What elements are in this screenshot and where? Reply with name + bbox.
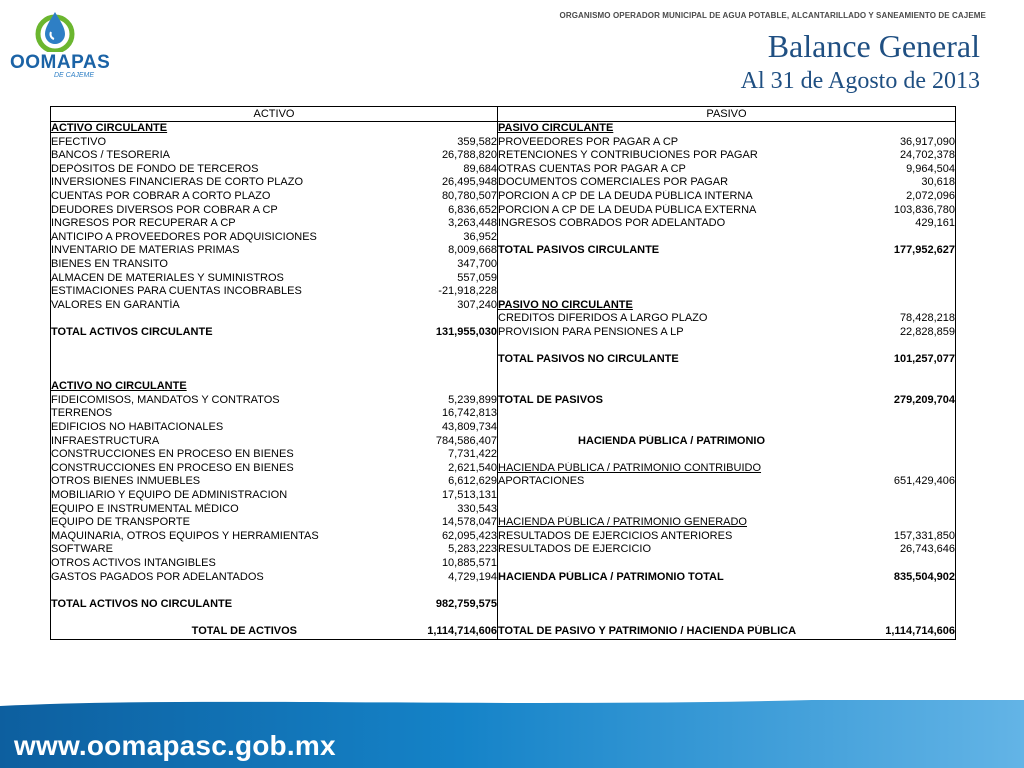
account-amount: 36,952 <box>463 230 497 243</box>
account-amount: -21,918,228 <box>438 285 497 298</box>
account-label: ALMACEN DE MATERIALES Y SUMINISTROS <box>51 271 284 284</box>
table-row <box>498 231 955 245</box>
footer-wave-decoration <box>0 700 1024 718</box>
account-label: EFECTIVO <box>51 135 107 148</box>
table-row <box>498 353 955 367</box>
account-label: INVERSIONES FINANCIERAS DE CORTO PLAZO <box>51 176 304 189</box>
account-label: CONSTRUCCIONES EN PROCESO EN BIENES <box>51 448 294 461</box>
account-amount: 10,885,571 <box>441 557 497 569</box>
account-label <box>498 421 845 435</box>
table-row <box>51 272 497 286</box>
table-row <box>498 421 955 435</box>
account-amount: 26,788,820 <box>441 149 497 162</box>
account-label <box>498 380 845 394</box>
account-label: SOFTWARE <box>51 543 113 556</box>
account-amount <box>845 285 955 299</box>
account-label: BANCOS / TESORERIA <box>51 149 170 162</box>
table-row <box>498 149 955 163</box>
account-label <box>51 353 407 367</box>
account-amount: 6,836,652 <box>448 203 497 216</box>
table-row <box>498 312 955 326</box>
account-amount <box>845 231 955 245</box>
logo-subtext: DE CAJEME <box>54 72 95 79</box>
account-amount: 131,955,030 <box>435 325 497 338</box>
table-row <box>498 244 955 258</box>
table-row <box>51 190 497 204</box>
account-label: TOTAL DE ACTIVOS <box>191 624 297 637</box>
account-amount: 359,582 <box>457 135 497 148</box>
table-row <box>498 611 955 638</box>
account-label: TERRENOS <box>51 407 113 420</box>
table-row <box>51 571 497 585</box>
account-label: ESTIMACIONES PARA CUENTAS INCOBRABLES <box>51 285 302 298</box>
table-row <box>51 448 497 462</box>
account-label: INVENTARIO DE MATERIAS PRIMAS <box>51 244 240 257</box>
account-amount: 103,836,780 <box>893 203 955 216</box>
account-label: PORCION A CP DE LA DEUDA PÚBLICA INTERNA <box>498 189 753 202</box>
logo-wordmark: OOMAPAS <box>10 52 111 73</box>
table-row <box>51 258 497 272</box>
account-label <box>498 598 845 612</box>
table-row <box>51 217 497 231</box>
oomapas-logo <box>10 8 111 79</box>
account-label: TOTAL DE PASIVOS <box>498 393 603 406</box>
header-pasivo: PASIVO <box>706 108 747 120</box>
account-amount <box>845 516 955 530</box>
table-row <box>51 176 497 190</box>
account-amount: 26,743,646 <box>899 543 955 556</box>
table-row <box>498 326 955 340</box>
table-row <box>51 149 497 163</box>
account-amount: 651,429,406 <box>893 475 955 488</box>
account-label: FIDEICOMISOS, MANDATOS Y CONTRATOS <box>51 393 280 406</box>
account-amount: 157,331,850 <box>893 529 955 542</box>
table-row <box>51 421 497 435</box>
table-row <box>51 163 497 177</box>
account-label: DOCUMENTOS COMERCIALES POR PAGAR <box>498 176 729 189</box>
account-label: HACIENDA PÚBLICA / PATRIMONIO <box>578 434 765 447</box>
table-row <box>51 326 497 340</box>
table-row <box>51 407 497 421</box>
account-amount <box>845 557 955 571</box>
account-label: INGRESOS POR RECUPERAR A CP <box>51 217 236 230</box>
account-amount: 14,578,047 <box>441 516 497 529</box>
account-label: INGRESOS COBRADOS POR ADELANTADO <box>498 217 726 230</box>
account-amount: 101,257,077 <box>893 353 955 366</box>
table-row <box>498 435 955 449</box>
account-amount <box>407 122 497 136</box>
account-amount <box>407 584 497 598</box>
table-row <box>51 611 497 625</box>
account-label: RESULTADOS DE EJERCICIOS ANTERIORES <box>498 529 733 542</box>
account-label: VALORES EN GARANTÍA <box>51 298 180 311</box>
account-amount <box>845 340 955 354</box>
account-amount <box>845 503 955 517</box>
account-amount: 3,263,448 <box>448 217 497 230</box>
table-row <box>498 394 955 408</box>
account-amount: 1,114,714,606 <box>885 624 955 637</box>
table-row <box>498 380 955 394</box>
account-label: MAQUINARIA, OTROS EQUIPOS Y HERRAMIENTAS <box>51 529 319 542</box>
activo-column <box>51 122 498 639</box>
table-row <box>51 380 497 394</box>
account-label <box>498 407 845 421</box>
table-row <box>498 176 955 190</box>
account-amount: 89,684 <box>463 162 497 175</box>
table-row <box>498 285 955 299</box>
account-label <box>498 448 845 462</box>
account-amount: 30,618 <box>921 176 955 189</box>
account-label: PROVISION PARA PENSIONES A LP <box>498 325 684 338</box>
account-amount <box>407 353 497 367</box>
account-amount <box>845 272 955 286</box>
account-amount: 24,702,378 <box>899 149 955 162</box>
table-row <box>51 543 497 557</box>
account-label: CUENTAS POR COBRAR A CORTO PLAZO <box>51 189 271 202</box>
account-label: INFRAESTRUCTURA <box>51 434 160 447</box>
account-label <box>498 489 845 503</box>
account-label: RETENCIONES Y CONTRIBUCIONES POR PAGAR <box>498 149 758 162</box>
account-amount: 835,504,902 <box>893 570 955 583</box>
table-row <box>498 299 955 313</box>
page-title: Balance General <box>767 28 980 64</box>
account-label: EQUIPO E INSTRUMENTAL MÉDICO <box>51 502 239 515</box>
account-amount: 279,209,704 <box>893 393 955 406</box>
account-amount <box>845 122 955 136</box>
account-label: OTROS ACTIVOS INTANGIBLES <box>51 557 216 569</box>
website-url: www.oomapasc.gob.mx <box>14 730 336 761</box>
account-label: DEUDORES DIVERSOS POR COBRAR A CP <box>51 203 278 216</box>
account-label <box>498 584 845 598</box>
account-amount: 16,742,813 <box>441 407 497 420</box>
account-label <box>498 272 845 286</box>
table-row <box>51 285 497 299</box>
account-amount: 429,161 <box>915 217 955 230</box>
table-row <box>498 407 955 421</box>
account-amount: 1,114,714,606 <box>427 624 497 637</box>
table-row <box>51 489 497 503</box>
account-amount <box>845 258 955 272</box>
account-label: EQUIPO DE TRANSPORTE <box>51 516 190 529</box>
account-amount: 5,239,899 <box>448 393 497 406</box>
account-amount <box>845 367 955 381</box>
page-subtitle: Al 31 de Agosto de 2013 <box>740 68 980 94</box>
account-label: CREDITOS DIFERIDOS A LARGO PLAZO <box>498 312 708 325</box>
account-label <box>51 584 407 598</box>
account-label: TOTAL ACTIVOS CIRCULANTE <box>51 325 213 338</box>
table-row <box>51 231 497 245</box>
account-amount: 5,283,223 <box>448 543 497 556</box>
table-row <box>498 530 955 544</box>
account-label: MOBILIARIO Y EQUIPO DE ADMINISTRACION <box>51 489 288 502</box>
account-amount <box>845 598 955 612</box>
account-amount: 36,917,090 <box>899 135 955 148</box>
table-row <box>51 557 497 571</box>
account-label <box>498 503 845 517</box>
account-label <box>51 312 407 326</box>
table-row <box>498 571 955 585</box>
water-drop-logo-icon <box>32 8 78 52</box>
account-label: ACTIVO CIRCULANTE <box>51 122 168 134</box>
account-label <box>498 285 845 299</box>
table-row <box>498 448 955 462</box>
table-row <box>498 204 955 218</box>
account-amount: 43,809,734 <box>441 421 497 434</box>
table-row <box>51 598 497 612</box>
table-header-row <box>51 107 955 122</box>
account-amount: 784,586,407 <box>435 434 497 447</box>
account-amount <box>845 448 955 462</box>
table-row <box>498 136 955 150</box>
table-row <box>51 475 497 489</box>
footer-band <box>0 700 1024 768</box>
account-amount: 557,059 <box>457 271 497 284</box>
account-amount: 330,543 <box>457 502 497 515</box>
table-row <box>498 122 955 136</box>
table-row <box>51 244 497 258</box>
account-amount: 307,240 <box>457 298 497 311</box>
account-label: PASIVO NO CIRCULANTE <box>498 298 633 311</box>
account-label: DEPÓSITOS DE FONDO DE TERCEROS <box>51 162 259 175</box>
table-row <box>498 367 955 381</box>
table-row <box>51 367 497 381</box>
account-label: TOTAL ACTIVOS NO CIRCULANTE <box>51 597 233 610</box>
account-label <box>498 367 845 381</box>
table-row <box>51 394 497 408</box>
table-row <box>498 163 955 177</box>
table-row <box>51 312 497 326</box>
account-amount: 347,700 <box>457 257 497 270</box>
table-row <box>51 353 497 367</box>
table-row <box>498 475 955 489</box>
account-amount <box>845 435 955 449</box>
account-amount: 78,428,218 <box>899 312 955 325</box>
pasivo-column <box>498 122 955 639</box>
account-amount <box>407 611 497 625</box>
table-row <box>498 598 955 612</box>
table-row <box>498 489 955 503</box>
table-row <box>498 503 955 517</box>
account-label <box>51 367 407 381</box>
table-row <box>51 584 497 598</box>
account-label <box>498 557 845 571</box>
account-amount: 17,513,131 <box>441 489 497 502</box>
account-label: APORTACIONES <box>498 475 585 488</box>
account-amount: 80,780,507 <box>441 189 497 202</box>
organization-name: ORGANISMO OPERADOR MUNICIPAL DE AGUA POTABLE, ALCANTARILLADO Y SANEAMIENTO DE CAJEME <box>559 11 986 20</box>
account-label: EDIFICIOS NO HABITACIONALES <box>51 421 224 434</box>
table-row <box>51 625 497 639</box>
table-row <box>51 530 497 544</box>
account-label: ACTIVO NO CIRCULANTE <box>51 380 187 393</box>
account-amount <box>845 407 955 421</box>
account-label: PORCION A CP DE LA DEUDA PÚBLICA EXTERNA <box>498 203 757 216</box>
account-amount: 9,964,504 <box>906 162 955 175</box>
account-label: HACIENDA PÚBLICA / PATRIMONIO TOTAL <box>498 570 724 583</box>
account-amount: 8,009,668 <box>448 244 497 257</box>
header-activo: ACTIVO <box>51 107 498 121</box>
account-label <box>51 611 407 625</box>
account-amount: 62,095,423 <box>441 529 497 542</box>
account-label <box>498 340 845 354</box>
account-label <box>498 258 845 272</box>
account-amount: 982,759,575 <box>435 597 497 610</box>
table-row <box>51 136 497 150</box>
table-row <box>51 435 497 449</box>
account-label: PASIVO CIRCULANTE <box>498 122 614 134</box>
account-label: HACIENDA PÚBLICA / PATRIMONIO GENERADO <box>498 516 747 529</box>
table-row <box>498 584 955 598</box>
account-label: GASTOS PAGADOS POR ADELANTADOS <box>51 570 264 583</box>
account-amount <box>407 340 497 354</box>
account-label: PROVEEDORES POR PAGAR A CP <box>498 135 679 148</box>
table-row <box>498 340 955 354</box>
table-row <box>498 462 955 476</box>
account-label: OTRAS CUENTAS POR PAGAR A CP <box>498 162 686 175</box>
account-label <box>498 231 845 245</box>
account-label: TOTAL PASIVOS CIRCULANTE <box>498 244 660 257</box>
account-label: CONSTRUCCIONES EN PROCESO EN BIENES <box>51 461 294 474</box>
account-amount <box>845 462 955 476</box>
table-row <box>498 543 955 557</box>
table-row <box>498 217 955 231</box>
account-amount <box>407 380 497 394</box>
account-amount <box>845 421 955 435</box>
table-row <box>51 204 497 218</box>
account-amount: 177,952,627 <box>893 244 955 257</box>
account-amount: 4,729,194 <box>448 570 497 583</box>
table-row <box>51 516 497 530</box>
account-amount <box>845 489 955 503</box>
account-amount: 22,828,859 <box>899 325 955 338</box>
account-label: TOTAL DE PASIVO Y PATRIMONIO / HACIENDA PÚBLICA <box>498 624 797 637</box>
account-amount <box>845 380 955 394</box>
account-label: TOTAL PASIVOS NO CIRCULANTE <box>498 353 679 366</box>
account-label: ANTICIPO A PROVEEDORES POR ADQUISICIONES <box>51 230 317 243</box>
account-label: OTROS BIENES INMUEBLES <box>51 475 201 488</box>
table-row <box>498 557 955 571</box>
account-amount: 6,612,629 <box>448 475 497 488</box>
table-row <box>51 462 497 476</box>
account-amount <box>407 312 497 326</box>
account-amount: 7,731,422 <box>448 448 497 461</box>
table-row <box>498 258 955 272</box>
table-row <box>498 272 955 286</box>
balance-sheet-table <box>50 106 956 640</box>
table-row <box>498 516 955 530</box>
account-label: RESULTADOS DE EJERCICIO <box>498 543 652 556</box>
table-row <box>51 299 497 313</box>
account-label <box>51 340 407 354</box>
account-amount: 26,495,948 <box>441 176 497 189</box>
account-amount: 2,072,096 <box>906 189 955 202</box>
account-amount <box>845 584 955 598</box>
table-row <box>51 340 497 354</box>
table-row <box>51 122 497 136</box>
account-label: BIENES EN TRANSITO <box>51 257 168 270</box>
account-label: HACIENDA PÚBLICA / PATRIMONIO CONTRIBUIDO <box>498 461 762 474</box>
account-amount <box>845 299 955 313</box>
table-row <box>51 503 497 517</box>
table-row <box>498 190 955 204</box>
account-amount: 2,621,540 <box>448 461 497 474</box>
account-amount <box>407 367 497 381</box>
